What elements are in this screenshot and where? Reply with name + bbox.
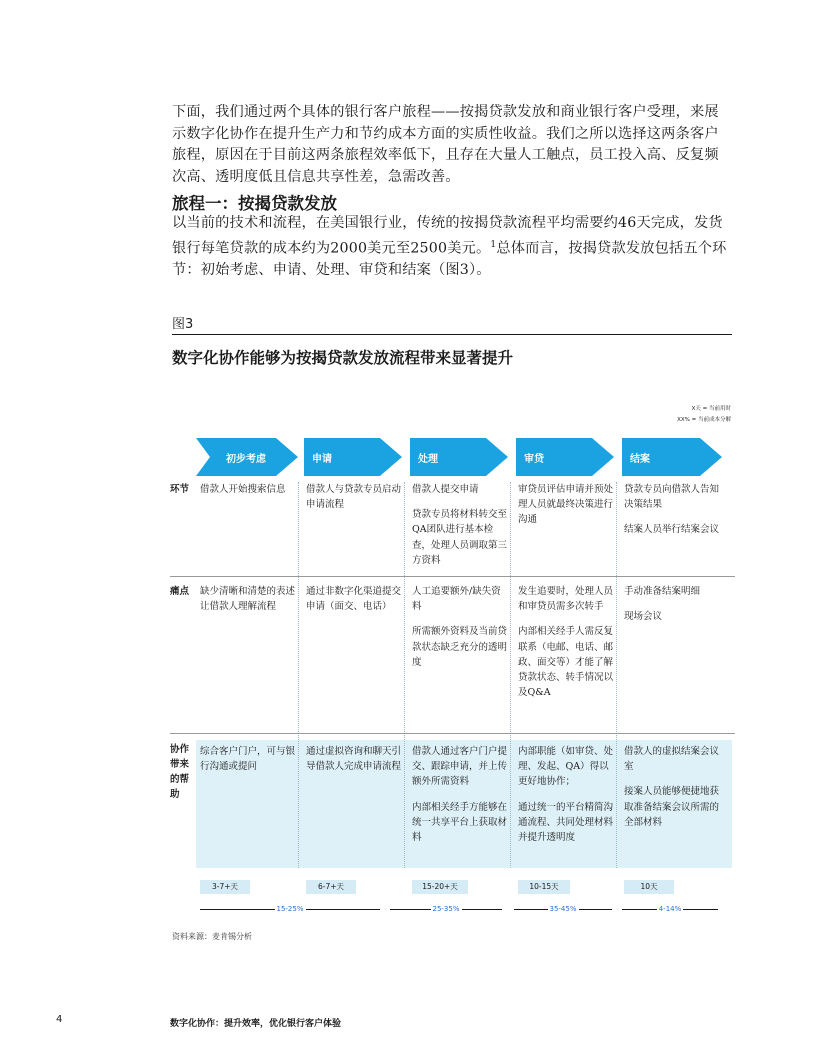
stage-cell: 借款人与贷款专员启动申请流程 <box>306 484 402 511</box>
stage-cell: 贷款专员向借款人告知决策结果 结案人员举行结案会议 <box>624 484 720 536</box>
column-divider <box>616 482 617 868</box>
duration-badge: 3-7+天 <box>200 880 250 894</box>
pain-cell: 发生追要时，处理人员和审贷员需多次转手 内部相关经手人需反复联系（电邮、电话、邮政、面交等）才能了解贷款状态、转手情况以及Q&A <box>518 586 614 699</box>
step-label: 处理 <box>418 454 438 465</box>
legend-days: X天 = 当前用时 <box>691 406 731 412</box>
footnote-ref[interactable]: 1 <box>490 239 497 250</box>
help-cell: 通过虚拟咨询和聊天引导借款人完成申请流程 <box>306 746 402 773</box>
running-footer: 数字化协作：提升效率，优化银行客户体验 <box>170 1019 342 1029</box>
figure-label: 图3 <box>172 317 194 332</box>
step-label: 申请 <box>312 454 332 465</box>
pain-cell: 人工追要额外/缺失资料 所需额外资料及当前贷款状态缺乏充分的透明度 <box>412 586 508 668</box>
row-label-pain: 痛点 <box>170 586 190 597</box>
step-label: 审贷 <box>524 454 544 465</box>
step-label: 初步考虑 <box>226 454 266 465</box>
figure-rule <box>172 334 732 335</box>
step-chevron <box>622 438 722 476</box>
cost-share-range <box>514 903 612 915</box>
duration-badge: 10天 <box>624 880 674 894</box>
step-chevron <box>516 438 614 476</box>
cost-share-range <box>622 903 718 915</box>
legend-cost: XX% = 当前成本分解 <box>677 417 731 423</box>
duration-badge: 6-7+天 <box>306 880 356 894</box>
pain-cell: 缺少清晰和清楚的表述让借款人理解流程 <box>200 586 296 613</box>
cost-share-label: 25-35% <box>432 905 460 913</box>
intro-paragraph: 下面，我们通过两个具体的银行客户旅程——按揭贷款发放和商业银行客户受理，来展示数字化协作在提升生产力和节约成本方面的实质性收益。我们之所以选择这两条客户旅程，原因在于目前这两条旅程效率低下，且存在大量人工触点，员工投入高、反复频次高、透明度低且信息共享性差，急需改善。 <box>172 104 719 185</box>
cost-share-range <box>390 903 502 915</box>
row-label-help: 协作 带来 的帮 助 <box>170 744 190 800</box>
cost-share-range <box>200 903 380 915</box>
stage-cell: 借款人提交申请 贷款专员将材料转交至QA团队进行基本检查，处理人员调取第三方资料 <box>412 484 508 566</box>
help-cell: 内部职能（如审贷、处理、发起、QA）得以更好地协作； 通过统一的平台精简沟通流程、共同处理材料并提升透明度 <box>518 746 614 844</box>
step-chevron <box>410 438 508 476</box>
help-cell: 借款人通过客户门户提交、跟踪申请，并上传额外所需资料 内部相关经手方能够在统一共享平台上获取材料 <box>412 746 508 844</box>
journey-paragraph: 以当前的技术和流程，在美国银行业，传统的按揭贷款流程平均需要约46天完成，发货银行每笔贷款的成本约为2000美元至2500美元。$^1$总体而言，按揭贷款发放包括五个环节：初始考虑、申请、处理、审贷和结案（图3）。 <box>172 215 727 278</box>
row-divider <box>170 733 735 734</box>
cost-share-label: 35-45% <box>549 905 577 913</box>
help-cell: 综合客户门户，可与银行沟通或提问 <box>200 746 296 773</box>
figure-title: 数字化协作能够为按揭贷款发放流程带来显著提升 <box>172 349 514 367</box>
pain-cell: 通过非数字化渠道提交申请（面交、电话） <box>306 586 402 613</box>
column-divider <box>510 482 511 868</box>
help-cell: 借款人的虚拟结案会议室 接案人员能够便捷地获取准备结案会议所需的全部材料 <box>624 746 720 828</box>
cost-share-label: 4-14% <box>658 905 682 913</box>
step-label: 结案 <box>630 454 650 465</box>
source-note: 资料来源：麦肯锡分析 <box>172 932 252 941</box>
step-chevron <box>196 438 298 476</box>
cost-share-label: 15-25% <box>276 905 304 913</box>
duration-badge: 15-20+天 <box>412 880 468 894</box>
legend <box>677 404 731 426</box>
row-divider <box>170 576 735 577</box>
row-label-stages: 环节 <box>170 484 190 495</box>
column-divider <box>298 482 299 868</box>
stage-cell: 审贷员评估申请并预处理人员就最终决策进行沟通 <box>518 484 614 526</box>
page-number: 4 <box>56 1014 63 1025</box>
column-divider <box>404 482 405 868</box>
pain-cell: 手动准备结案明细 现场会议 <box>624 586 701 623</box>
journey-heading: 旅程一：按揭贷款发放 <box>172 194 337 213</box>
step-chevron <box>304 438 402 476</box>
duration-badge: 10-15天 <box>518 880 570 894</box>
stage-cell: 借款人开始搜索信息 <box>200 484 286 495</box>
